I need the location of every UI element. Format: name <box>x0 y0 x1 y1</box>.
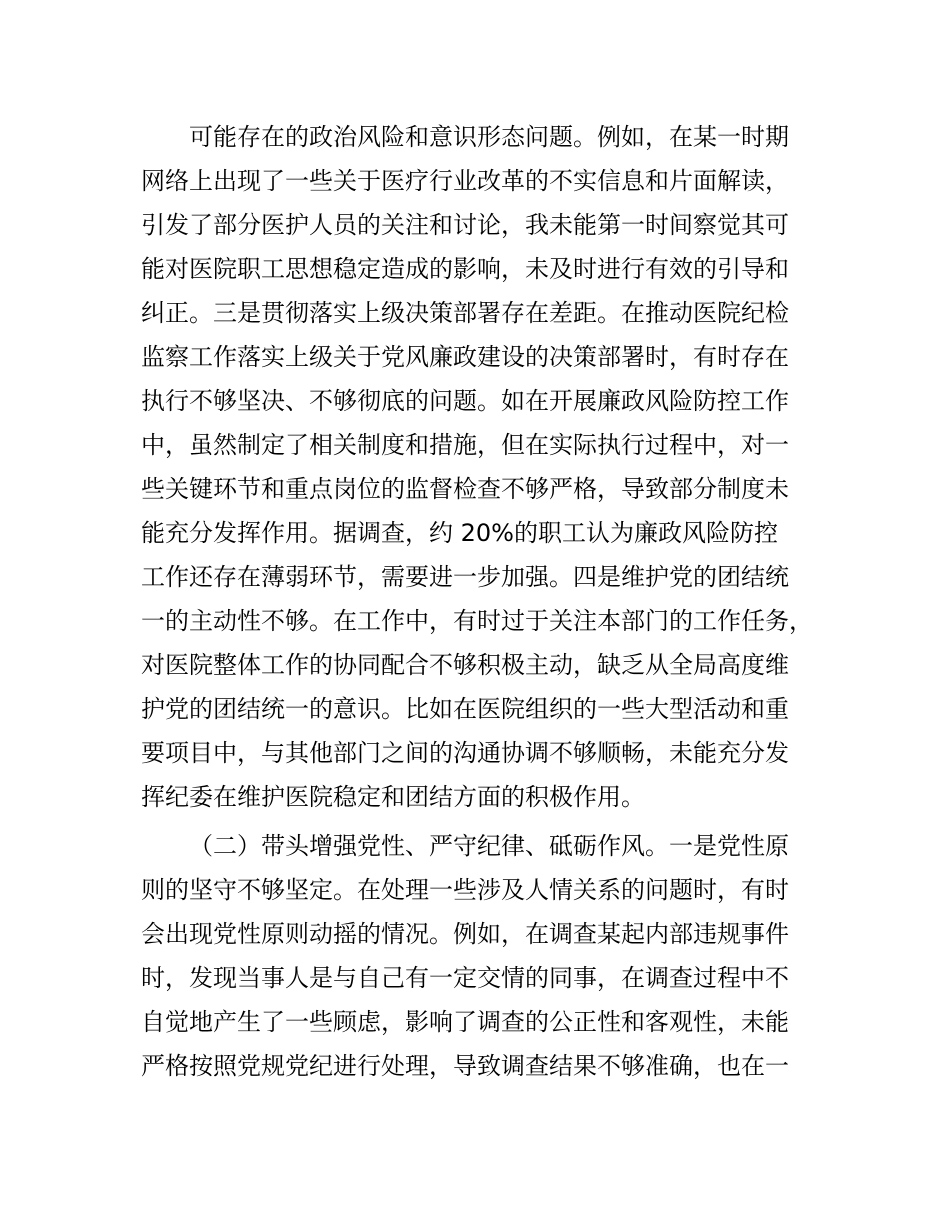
text-line: 执行不够坚决、不够彻底的问题。如在开展廉政风险防控工作 <box>141 387 789 415</box>
text-line: 网络上出现了一些关于医疗行业改革的不实信息和片面解读， <box>141 167 789 195</box>
text-line: 护党的团结统一的意识。比如在医院组织的一些大型活动和重 <box>141 695 789 723</box>
text-line: 能对医院职工思想稳定造成的影响，未及时进行有效的引导和 <box>141 255 789 283</box>
text-line: 监察工作落实上级关于党风廉政建设的决策部署时，有时存在 <box>141 343 789 371</box>
text-line: 能充分发挥作用。据调查，约 20%的职工认为廉政风险防控 <box>141 519 778 547</box>
text-line: 会出现党性原则动摇的情况。例如，在调查某起内部违规事件 <box>141 920 789 948</box>
text-line: 自觉地产生了一些顾虑，影响了调查的公正性和客观性，未能 <box>141 1008 789 1036</box>
text-line: 对医院整体工作的协同配合不够积极主动，缺乏从全局高度维 <box>141 651 789 679</box>
text-line: （二）带头增强党性、严守纪律、砥砺作风。一是党性原 <box>189 832 789 860</box>
text-line: 中，虽然制定了相关制度和措施，但在实际执行过程中，对一 <box>141 431 789 459</box>
text-line: 些关键环节和重点岗位的监督检查不够严格，导致部分制度未 <box>141 475 789 503</box>
text-line: 挥纪委在维护医院稳定和团结方面的积极作用。 <box>141 783 645 811</box>
text-line: 工作还存在薄弱环节，需要进一步加强。四是维护党的团结统 <box>141 563 789 591</box>
text-line: 纠正。三是贯彻落实上级决策部署存在差距。在推动医院纪检 <box>141 299 789 327</box>
text-line: 可能存在的政治风险和意识形态问题。例如，在某一时期 <box>189 123 789 151</box>
text-line: 引发了部分医护人员的关注和讨论，我未能第一时间察觉其可 <box>141 211 789 239</box>
text-line: 一的主动性不够。在工作中，有时过于关注本部门的工作任务， <box>141 607 813 635</box>
text-line: 则的坚守不够坚定。在处理一些涉及人情关系的问题时，有时 <box>141 876 789 904</box>
text-line: 要项目中，与其他部门之间的沟通协调不够顺畅，未能充分发 <box>141 739 789 767</box>
text-line: 时，发现当事人是与自己有一定交情的同事，在调查过程中不 <box>141 964 789 992</box>
text-line: 严格按照党规党纪进行处理，导致调查结果不够准确，也在一 <box>141 1052 789 1080</box>
